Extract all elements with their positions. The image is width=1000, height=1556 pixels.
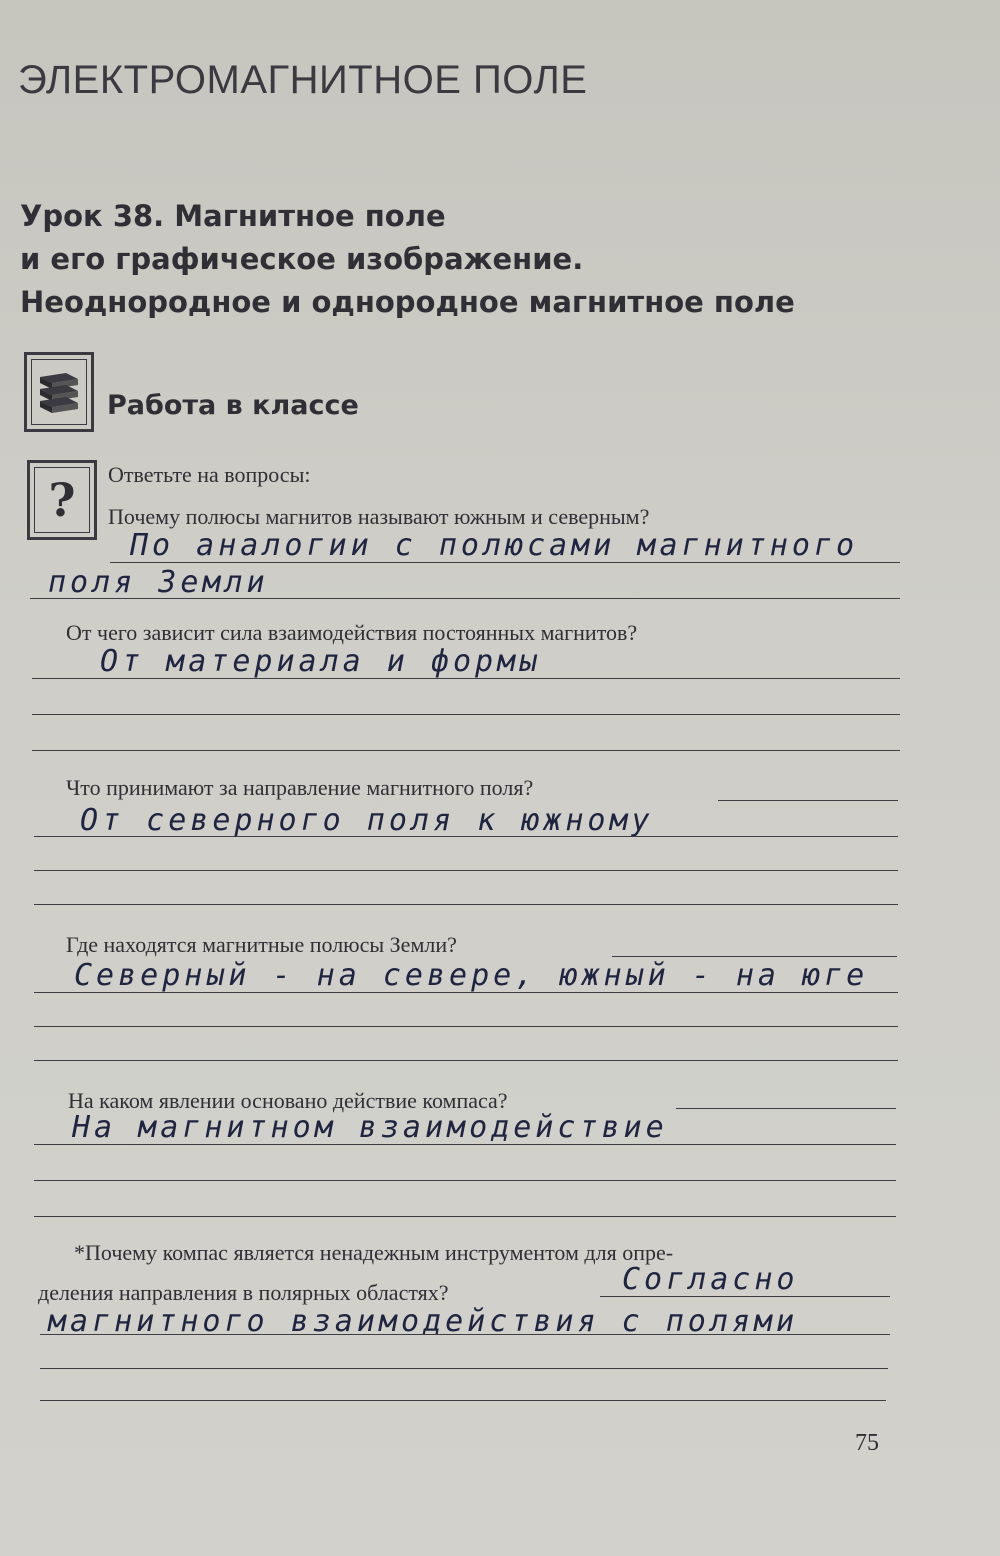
- answer-line: [34, 1216, 896, 1217]
- books-icon: [24, 352, 94, 432]
- answer-line: [612, 956, 897, 957]
- lesson-title-line-2: и его графическое изображение.: [20, 242, 584, 276]
- answer-line: [34, 1144, 896, 1145]
- question-6-text-line-2: деления направления в полярных областях?: [38, 1280, 449, 1305]
- answer-line: [40, 1400, 886, 1401]
- question-6-text-line-1: *Почему компас является ненадежным инструментом для опре-: [74, 1240, 674, 1265]
- question-icon: [27, 460, 97, 540]
- answer-line: [34, 992, 898, 993]
- lesson-title-line-1: Урок 38. Магнитное поле: [20, 199, 446, 233]
- answer-line: [32, 678, 900, 679]
- answer-line: [40, 1368, 888, 1369]
- answer-line: [676, 1108, 896, 1109]
- answer-line: [34, 870, 898, 871]
- question-2-text: От чего зависит сила взаимодействия постоянных магнитов?: [66, 620, 638, 645]
- answer-3-line-1: От северного поля к южному: [80, 803, 654, 838]
- section-title: ЭЛЕКТРОМАГНИТНОЕ ПОЛЕ: [18, 58, 588, 102]
- answer-line: [32, 714, 900, 715]
- question-mark: ?: [34, 467, 90, 533]
- question-5-text: На каком явлении основано действие компаса?: [68, 1088, 508, 1113]
- answer-line: [34, 1060, 898, 1061]
- answer-line: [110, 562, 900, 563]
- answer-line: [30, 598, 900, 599]
- lesson-title: [20, 195, 795, 324]
- answer-line: [34, 1026, 898, 1027]
- answer-line: [34, 904, 898, 905]
- answer-line: [600, 1296, 890, 1297]
- page-number: 75: [855, 1430, 879, 1456]
- answer-line: [32, 750, 900, 751]
- answer-line: [34, 836, 898, 837]
- answer-6-inline: Согласно: [622, 1262, 799, 1297]
- answer-6-line-1: магнитного взаимодействия с полями: [48, 1304, 799, 1339]
- question-1-text: Почему полюсы магнитов называют южным и северным?: [108, 504, 650, 529]
- intro-text: Ответьте на вопросы:: [108, 462, 311, 487]
- question-4-text: Где находятся магнитные полюсы Земли?: [66, 932, 457, 957]
- answer-4-line-1: Северный - на севере, южный - на юге: [74, 958, 869, 993]
- work-heading: Работа в классе: [107, 390, 359, 421]
- lesson-title-line-3: Неоднородное и однородное магнитное поле: [20, 285, 795, 319]
- answer-1-line-2: поля Земли: [48, 565, 269, 600]
- answer-line: [40, 1334, 890, 1335]
- answer-1-line-1: По аналогии с полюсами магнитного: [130, 528, 859, 563]
- answer-2-line-1: От материала и формы: [100, 644, 542, 679]
- question-3-text: Что принимают за направление магнитного поля?: [66, 775, 534, 800]
- answer-line: [718, 800, 898, 801]
- answer-line: [34, 1180, 896, 1181]
- answer-5-line-1: На магнитном взаимодействие: [72, 1110, 668, 1145]
